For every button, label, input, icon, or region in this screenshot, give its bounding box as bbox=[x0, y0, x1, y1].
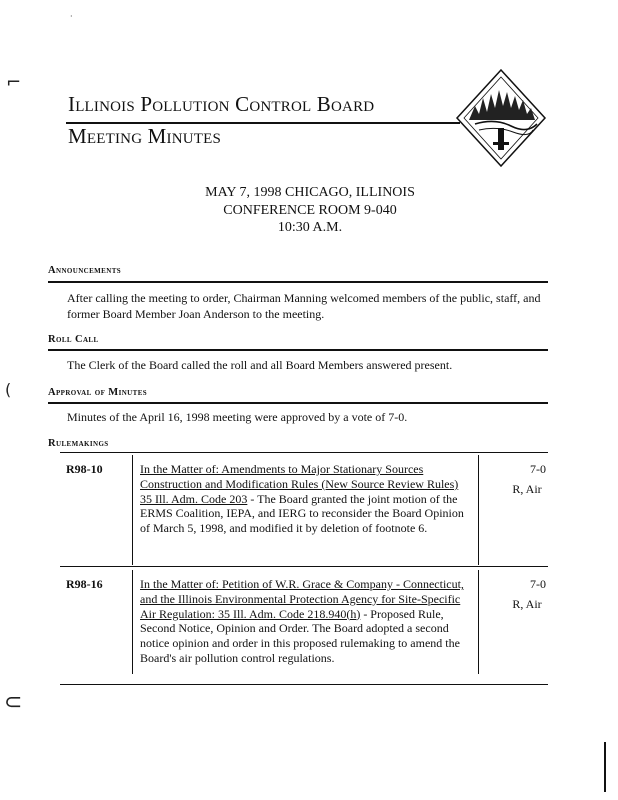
announcements-divider bbox=[48, 281, 548, 283]
rulemaking-text: - The Board granted the joint motion of the ERMS Coalition, IEPA, and IERG to reconsider the Board Opinion of March 5, 1998, and modified it by deletion of footnote 6. bbox=[140, 491, 464, 536]
scan-mark-left-bottom: ⊂ bbox=[4, 690, 23, 715]
meeting-room: CONFERENCE ROOM 9-040 bbox=[223, 203, 397, 218]
org-title: Illinois Pollution Control Board bbox=[68, 92, 375, 116]
rulemaking-caption: In the Matter of: Amendments to Major Stationary Sources Construction and Modification Rules (New Source Review Rules) 35 Ill. Adm. Code 203 bbox=[140, 462, 459, 506]
announcements-text: After calling the meeting to order, Chairman Manning welcomed members of the public, staff, and former Board Member Joan Anderson to the meeting. bbox=[67, 291, 541, 321]
rulemaking-text: - Proposed Rule, Second Notice, Opinion and Order. The Board adopted a second notice opinion and order in this proposed rulemaking to amend the Board's air pollution control regulations. bbox=[140, 606, 460, 665]
rulemaking-id: R98-10 bbox=[66, 462, 103, 476]
rulemaking-caption: In the Matter of: Petition of W.R. Grace & Company - Connecticut, and the Illinois Environmental Protection Agency for Site-Specific Air Regulation: 35 Ill. Adm. Code 218.940(h) bbox=[140, 577, 464, 621]
scan-mark-left-top: ⌐ bbox=[6, 72, 22, 93]
board-logo-icon bbox=[455, 68, 547, 168]
approval-heading: Approval of Minutes bbox=[48, 387, 148, 398]
scan-edge-line bbox=[604, 742, 606, 792]
roll-call-heading: Roll Call bbox=[48, 334, 99, 345]
meeting-time: 10:30 A.M. bbox=[277, 220, 343, 235]
meeting-date-location: MAY 7, 1998 CHICAGO, ILLINOIS bbox=[205, 185, 415, 200]
rulemaking-row-divider bbox=[60, 566, 548, 567]
rulemaking-description bbox=[140, 462, 468, 536]
approval-divider bbox=[48, 402, 548, 404]
rulemaking-column-divider bbox=[132, 455, 133, 565]
roll-call-text: The Clerk of the Board called the roll and all Board Members answered present. bbox=[67, 358, 453, 372]
rulemaking-column-divider bbox=[478, 455, 479, 565]
rulemaking-id: R98-16 bbox=[66, 577, 103, 591]
rulemakings-heading: Rulemakings bbox=[48, 438, 109, 449]
rulemaking-vote: 7-0 bbox=[530, 577, 546, 591]
rulemaking-category: R, Air bbox=[512, 597, 542, 611]
rulemaking-description bbox=[140, 577, 468, 666]
rulemaking-column-divider bbox=[132, 570, 133, 674]
document-title: Meeting Minutes bbox=[68, 124, 222, 148]
roll-call-divider bbox=[48, 349, 548, 351]
scan-mark-left-mid: ( bbox=[5, 380, 12, 399]
rulemakings-table-bottom-rule bbox=[60, 684, 548, 685]
rulemaking-category: R, Air bbox=[512, 482, 542, 496]
scan-speck: · bbox=[70, 12, 73, 21]
rulemaking-column-divider bbox=[478, 570, 479, 674]
rulemaking-vote: 7-0 bbox=[530, 462, 546, 476]
rulemakings-table-top-rule bbox=[60, 452, 548, 453]
announcements-heading: Announcements bbox=[48, 265, 122, 276]
approval-text: Minutes of the April 16, 1998 meeting were approved by a vote of 7-0. bbox=[67, 410, 408, 424]
